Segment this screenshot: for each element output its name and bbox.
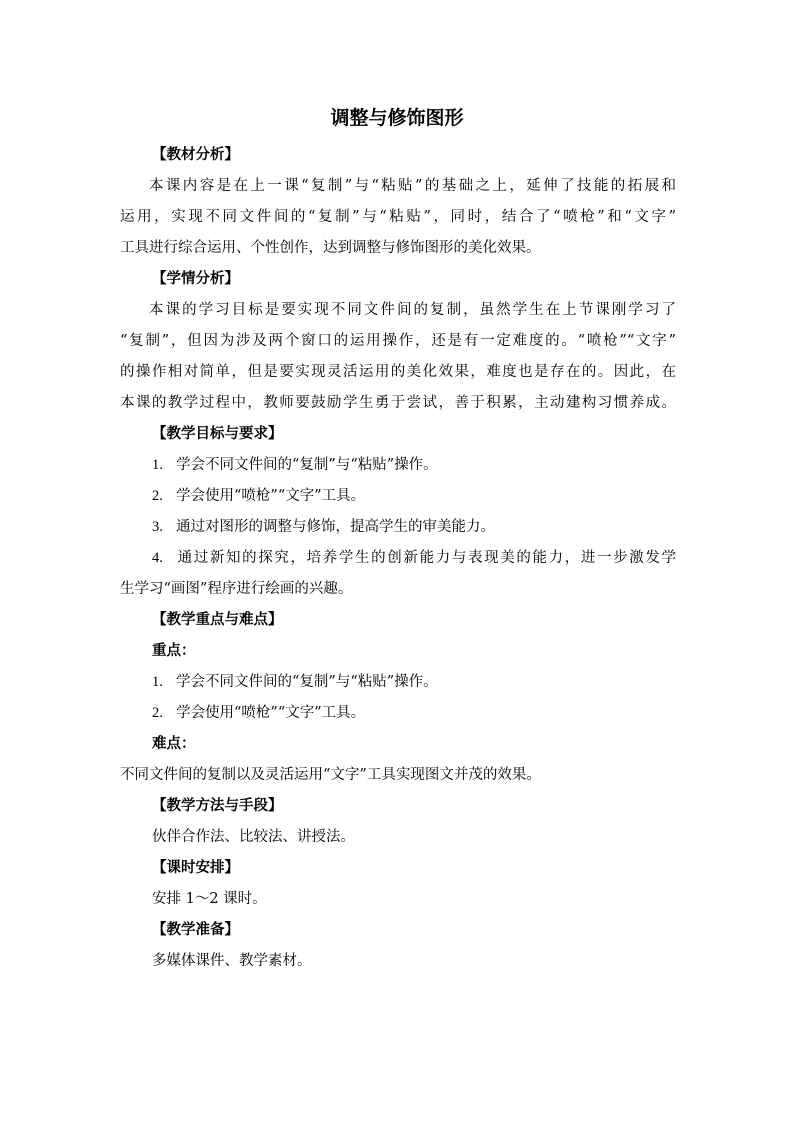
list-item-text: 学会不同文件间的“复制”与“粘贴”操作。 <box>176 674 438 690</box>
list-number: 1. <box>152 457 163 473</box>
section-heading-methods: 【教学方法与手段】 <box>152 798 283 814</box>
paragraph-line: 的操作相对简单，但是要实现灵活运用的美化效果，难度也是存在的。因此，在 <box>120 364 676 380</box>
paragraph-line: “复制”，但因为涉及两个窗口的运用操作，还是有一定难度的。“喷枪”“文字” <box>120 333 676 349</box>
list-item <box>120 450 676 481</box>
list-item <box>120 481 676 512</box>
list-number: 4. <box>152 550 163 566</box>
difficulty-label: 难点： <box>152 736 196 752</box>
section-heading-prep: 【教学准备】 <box>152 922 239 938</box>
section-heading-schedule: 【课时安排】 <box>152 860 239 876</box>
section-heading-students: 【学情分析】 <box>152 271 239 287</box>
list-item <box>120 698 676 729</box>
section-heading-goals: 【教学目标与要求】 <box>152 426 283 442</box>
document-title: 调整与修饰图形 <box>330 107 464 129</box>
section-heading-focus: 【教学重点与难点】 <box>152 612 283 628</box>
list-number: 1. <box>152 674 163 690</box>
list-item-text: 通过新知的探究，培养学生的创新能力与表现美的能力，进一步激发学 <box>176 550 676 566</box>
list-item-text: 学会使用“喷枪”“文字”工具。 <box>176 705 366 721</box>
section-heading-material: 【教材分析】 <box>152 147 239 163</box>
difficulty-text: 不同文件间的复制以及灵活运用“文字”工具实现图文并茂的效果。 <box>120 767 541 783</box>
key-points-label: 重点： <box>152 643 196 659</box>
list-number: 2. <box>152 488 163 504</box>
list-item-text: 通过对图形的调整与修饰，提高学生的审美能力。 <box>176 519 495 535</box>
list-item <box>120 512 676 543</box>
paragraph-line: 本课内容是在上一课“复制”与“粘贴”的基础之上，延伸了技能的拓展和 <box>149 178 676 194</box>
document-body <box>120 140 676 977</box>
list-item-text: 学会使用“喷枪”“文字”工具。 <box>176 488 366 504</box>
list-item <box>120 543 676 574</box>
paragraph-line: 本课的教学过程中，教师要鼓励学生勇于尝试，善于积累，主动建构习惯养成。 <box>120 395 676 411</box>
schedule-text: 安排 1～2 课时。 <box>152 891 267 907</box>
list-item-continuation: 生学习“画图”程序进行绘画的兴趣。 <box>120 581 353 597</box>
list-item <box>120 667 676 698</box>
list-item-text: 学会不同文件间的“复制”与“粘贴”操作。 <box>176 457 438 473</box>
list-number: 3. <box>152 519 163 535</box>
list-number: 2. <box>152 705 163 721</box>
methods-text: 伙伴合作法、比较法、讲授法。 <box>152 829 355 845</box>
paragraph-line: 本课的学习目标是要实现不同文件间的复制，虽然学生在上节课刚学习了 <box>149 302 676 318</box>
paragraph-line: 工具进行综合运用、个性创作，达到调整与修饰图形的美化效果。 <box>120 240 541 256</box>
prep-text: 多媒体课件、教学素材。 <box>152 953 312 969</box>
paragraph-line: 运用，实现不同文件间的“复制”与“粘贴”，同时，结合了“喷枪”和“文字” <box>120 209 676 225</box>
